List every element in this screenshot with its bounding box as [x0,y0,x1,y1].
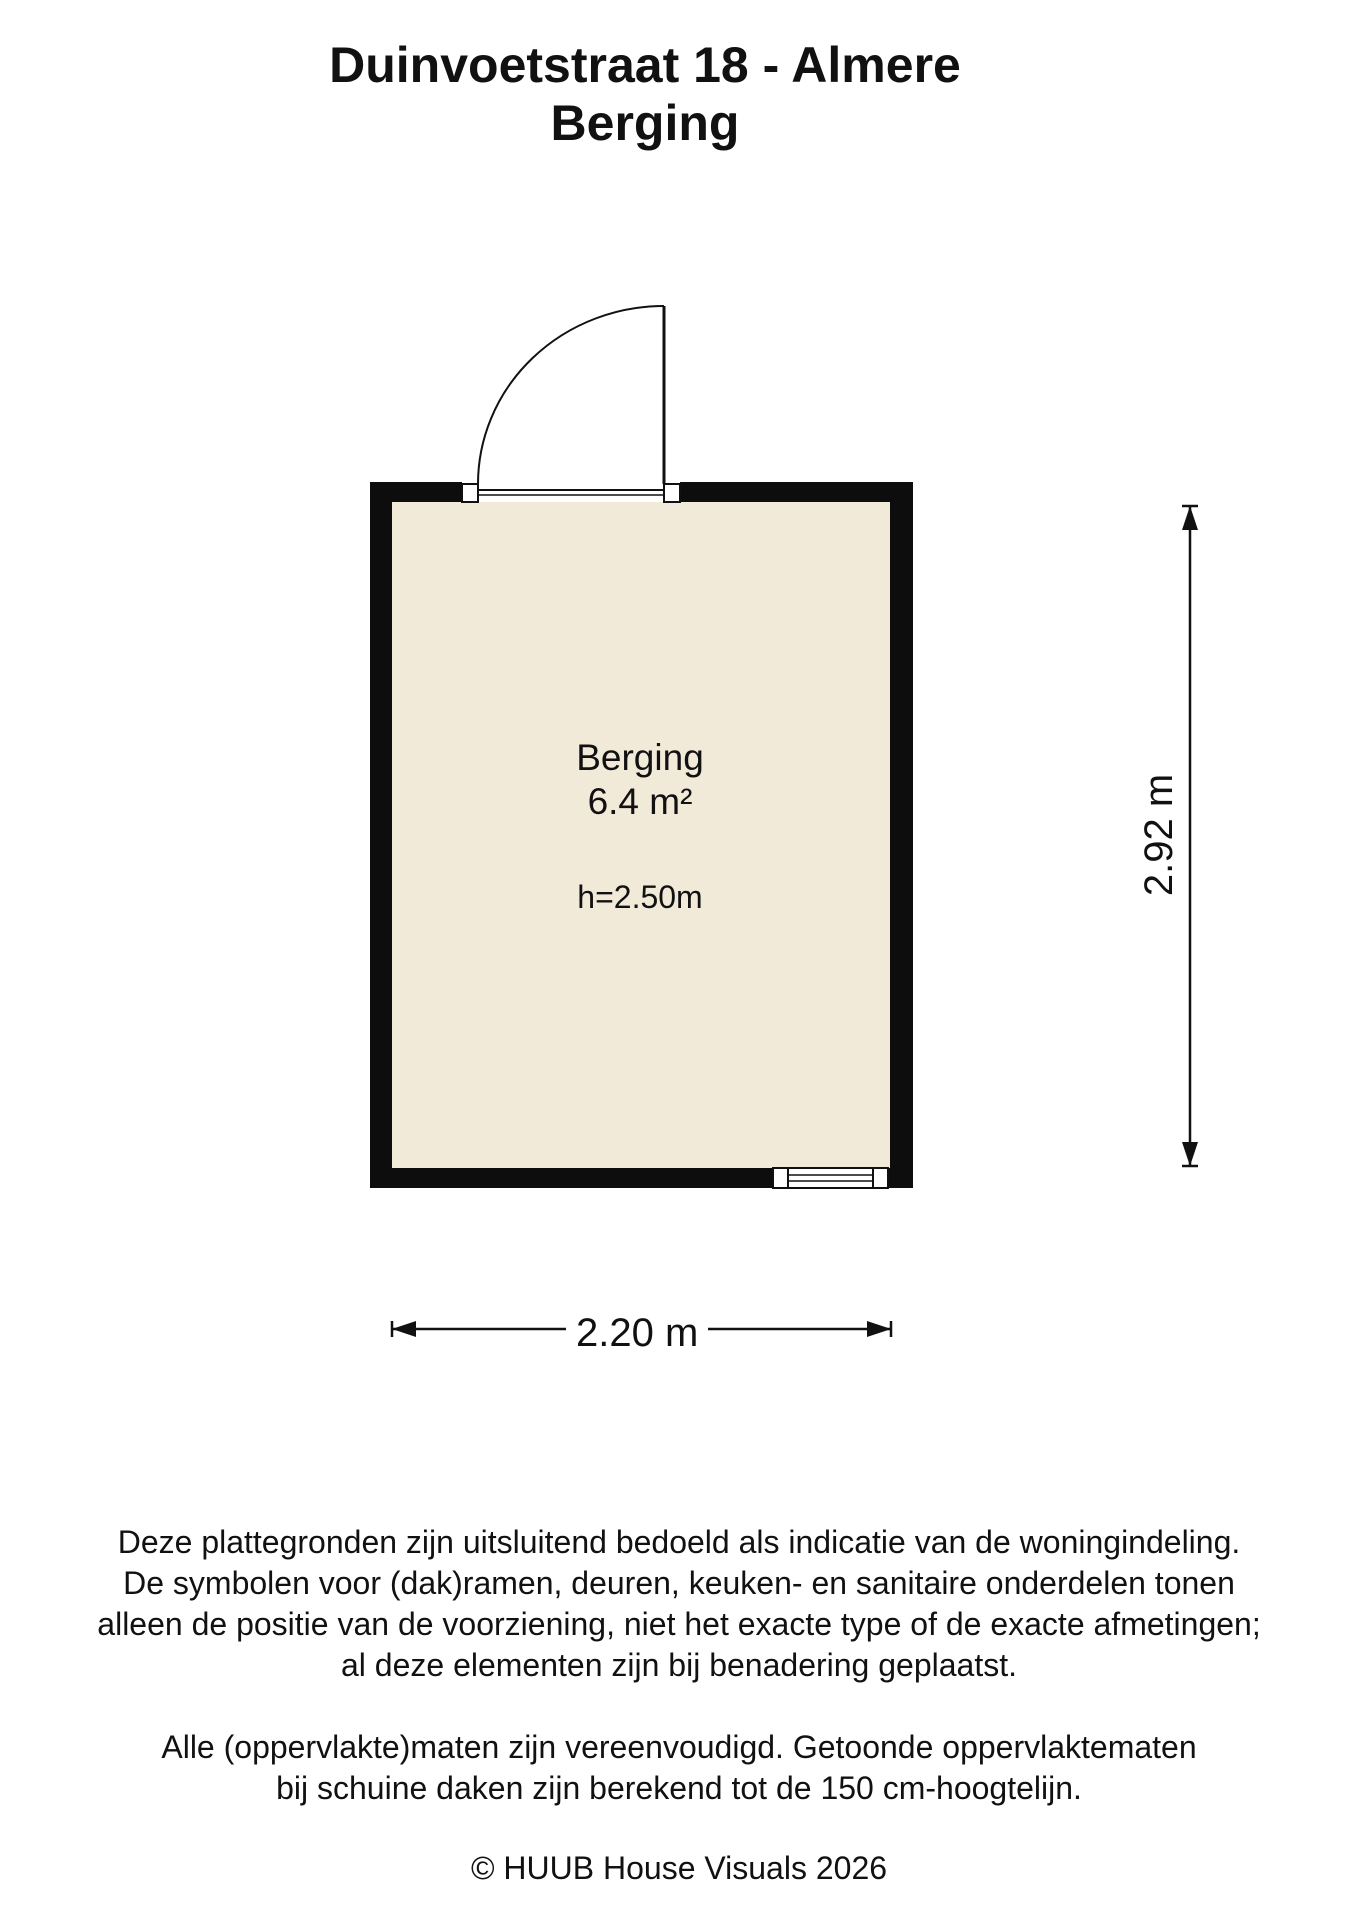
wall-right [890,482,913,1188]
arrow-left-icon [392,1321,416,1337]
disclaimer [0,1522,1358,1809]
disclaimer-line: Alle (oppervlakte)maten zijn vereenvoudigd. Getoonde oppervlaktematen [161,1729,1197,1765]
disclaimer-line: Deze plattegronden zijn uitsluitend bedoeld als indicatie van de woningindeling. [117,1524,1241,1560]
door-jamb-right [664,484,680,502]
door-swing-arc [478,306,664,484]
room-name-label: Berging [576,737,704,778]
room-area-label: 6.4 m² [587,781,693,822]
room-height-label: h=2.50m [577,879,703,915]
arrow-down-icon [1182,1142,1198,1166]
door-jamb-left [462,484,478,502]
wall-top-left [370,482,462,502]
copyright-notice: © HUUB House Visuals 2026 [470,1850,888,1886]
disclaimer-paragraph-1 [0,1522,1358,1686]
disclaimer-line: De symbolen voor (dak)ramen, deuren, keuken- en sanitaire onderdelen tonen [123,1565,1235,1601]
depth-dimension-line [1182,506,1198,1166]
arrow-right-icon [867,1321,891,1337]
wall-bottom-left [370,1168,773,1188]
window-frame [773,1168,888,1188]
plan-floor-title: Berging [550,95,740,151]
depth-dimension-label: 2.92 m [1136,764,1182,906]
disclaimer-line: alleen de positie van de voorziening, niet het exacte type of de exacte afmetingen; [97,1606,1261,1642]
wall-left [370,482,392,1188]
window-bottom [773,1168,888,1188]
plan-address-title: Duinvoetstraat 18 - Almere [329,37,961,93]
wall-top-right [680,482,913,502]
door-opening [462,306,680,502]
arrow-up-icon [1182,506,1198,530]
wall-bottom-right [888,1168,913,1188]
disclaimer-line: bij schuine daken zijn berekend tot de 150 cm-hoogtelijn. [276,1770,1082,1806]
room-floor [392,502,892,1170]
width-dimension-label: 2.20 m [566,1310,708,1356]
disclaimer-line: al deze elementen zijn bij benadering geplaatst. [340,1647,1017,1683]
disclaimer-paragraph-2 [0,1727,1358,1809]
